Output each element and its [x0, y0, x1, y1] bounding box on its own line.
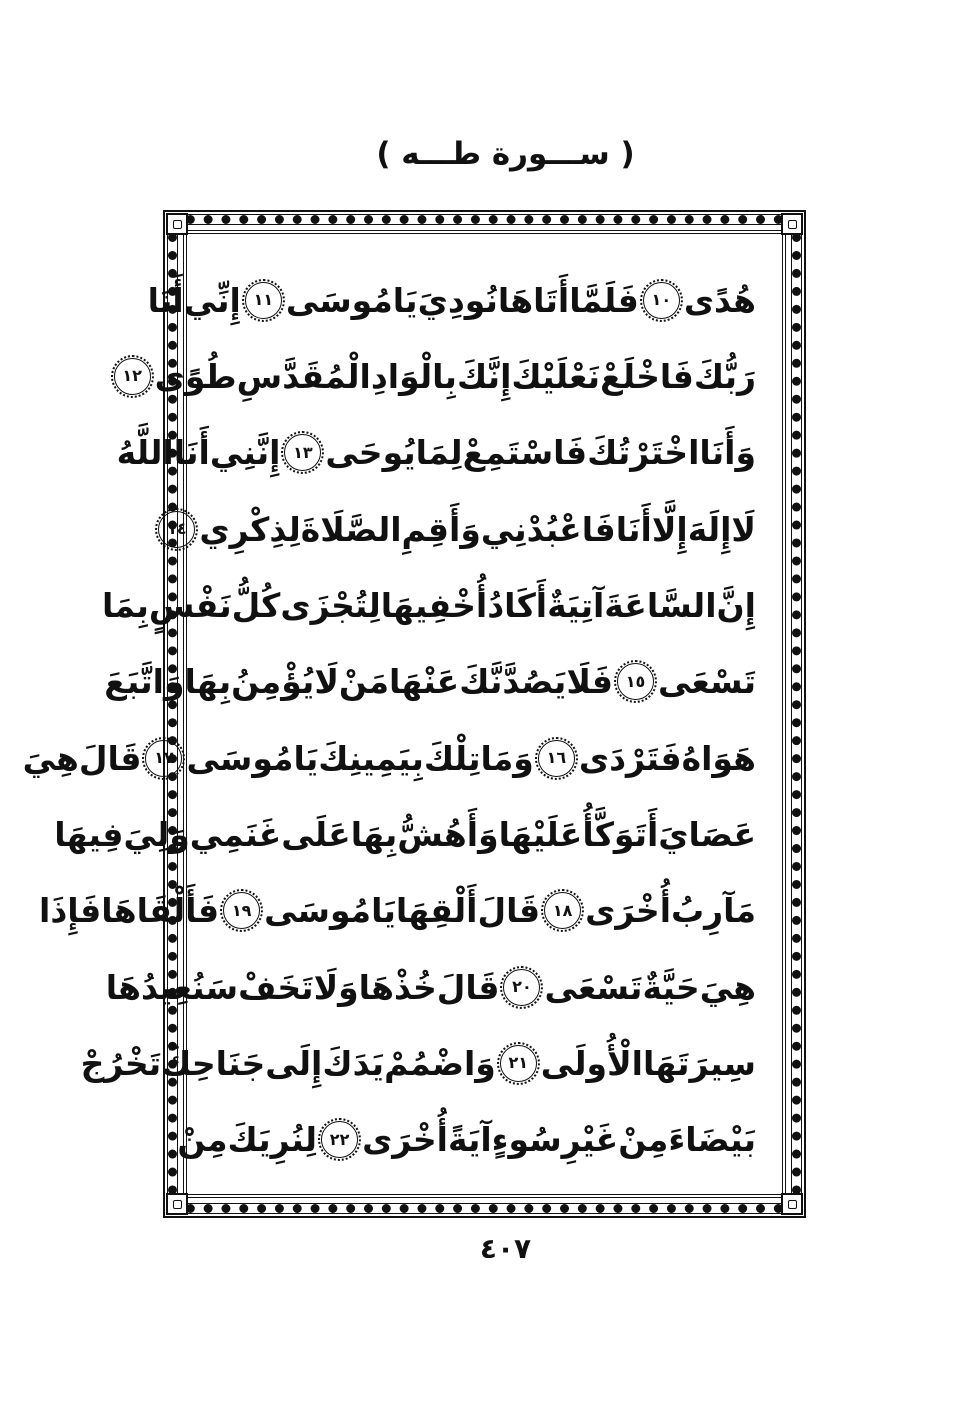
word: اللَّهُ [116, 433, 174, 473]
text-line [104, 644, 756, 720]
word: فَإِذَا [39, 891, 102, 931]
word: بِيَمِينِكَ [318, 738, 424, 778]
word: يُؤْمِنُ [231, 662, 315, 702]
ayah-marker: ١٨ [544, 892, 581, 929]
word: نَعْلَيْكَ [511, 356, 601, 396]
word: غَيْرِ [561, 1120, 619, 1160]
word: تَسْعَى [658, 662, 756, 702]
word: هِيَ [699, 967, 756, 1007]
word: إِنَّنِي [209, 433, 281, 473]
text-line [177, 1102, 756, 1178]
word: أُخْرَى [585, 891, 672, 931]
text-line [116, 415, 756, 491]
word: عَصَايَ [658, 814, 756, 854]
word: لِذِكْرِي [199, 509, 301, 549]
mushaf-frame [22, 210, 806, 1218]
word: مِنْ [177, 1120, 228, 1160]
word: وَأَقِمِ [401, 509, 481, 549]
word: فَاخْلَعْ [600, 356, 694, 396]
word: تِلْكَ [423, 738, 481, 778]
mushaf-lines [22, 234, 782, 1194]
corner-ornament-bottom-right [781, 1193, 803, 1215]
word: الْمُقَدَّسِ [236, 356, 371, 396]
word: لِمَا [415, 433, 463, 473]
ayah-marker: ١٠ [643, 282, 680, 319]
word: قَالَ [436, 967, 500, 1007]
chain-band-inner-line [22, 224, 792, 1204]
word: وَاتَّبَعَ [104, 662, 185, 702]
word: يَامُوسَى [186, 738, 319, 778]
word: لِنُرِيَكَ [227, 1120, 318, 1160]
word: يَصُدَّنَّكَ [459, 662, 567, 702]
word: وَأَهُشُّ [397, 814, 499, 854]
word: بَيْضَاءَ [668, 1120, 756, 1160]
text-line [147, 262, 756, 338]
corner-ornament-top-right [781, 213, 803, 235]
word: لَا [314, 662, 339, 702]
word: فَلَا [566, 662, 613, 702]
word: لِتُجْزَى [280, 585, 381, 625]
word: أَنَا [615, 509, 652, 549]
word: فَتَرْدَى [578, 738, 682, 778]
word: فَلَمَّا [569, 280, 639, 320]
word: خُذْهَا [358, 967, 437, 1007]
word: إِلَى [265, 1043, 323, 1083]
word: سَنُعِيدُهَا [105, 967, 239, 1007]
word: آيَةً [447, 1120, 492, 1160]
page-number: ٤٠٧ [479, 1232, 532, 1265]
word: نُودِيَ [417, 280, 498, 320]
word: جَنَاحِكَ [161, 1043, 266, 1083]
word: أَكَادُ [487, 585, 548, 625]
word: يَامُوسَى [285, 280, 418, 320]
corner-ornament-bottom-left [166, 1193, 188, 1215]
word: إِلَهَ [687, 509, 732, 549]
word: هِيَ [22, 738, 79, 778]
word: أَتَاهَا [497, 280, 570, 320]
chain-band-outer-line [22, 214, 802, 1214]
word: يَدَكَ [322, 1043, 385, 1083]
word: قَالَ [78, 738, 142, 778]
text-line [22, 720, 756, 796]
text-line [122, 338, 756, 414]
word: تَخْرُجْ [80, 1043, 162, 1083]
word: أَنَا [173, 433, 210, 473]
word: بِالْوَادِ [370, 356, 457, 396]
ayah-marker: ٢١ [500, 1045, 537, 1082]
text-line [167, 491, 756, 567]
word: هَوَاهُ [681, 738, 756, 778]
word: هُدًى [683, 280, 756, 320]
word: يَامُوسَى [264, 891, 396, 931]
word: تَخَفْ [238, 967, 314, 1007]
word: فَأَلْقَاهَا [101, 891, 220, 931]
word: مَنْ [338, 662, 390, 702]
word: أَتَوَكَّأُ [582, 814, 659, 854]
word: سُوءٍ [491, 1120, 562, 1160]
word: فِيهَا [54, 814, 124, 854]
word: إِنَّ [716, 585, 756, 625]
word: طُوًى [154, 356, 237, 396]
word: أُخْفِيهَا [380, 585, 488, 625]
word: سِيرَتَهَا [642, 1043, 756, 1083]
word: عَلَى [281, 814, 351, 854]
word: كُلُّ [231, 585, 281, 625]
ayah-marker: ١١ [245, 282, 282, 319]
text-line [101, 567, 756, 643]
word: عَنْهَا [389, 662, 460, 702]
word: عَلَيْهَا [498, 814, 583, 854]
word: الصَّلَاةَ [300, 509, 402, 549]
word: أَلْقِهَا [395, 891, 478, 931]
word: حَيَّةٌ [642, 967, 700, 1007]
frame-outer-line [22, 210, 806, 1218]
text-line [105, 949, 756, 1025]
ayah-marker: ١٩ [223, 892, 260, 929]
word: يُوحَى [325, 433, 416, 473]
word: الْأُولَى [540, 1043, 643, 1083]
word: آتِيَةٌ [547, 585, 605, 625]
ayah-marker: ١٦ [538, 740, 575, 777]
word: السَّاعَةَ [604, 585, 717, 625]
corner-ornament-top-left [166, 213, 188, 235]
word: فَاعْبُدْنِي [480, 509, 616, 549]
word: إِنِّي [183, 280, 241, 320]
text-line [54, 796, 756, 872]
frame-gap [22, 225, 791, 1203]
word: بِهَا [184, 662, 232, 702]
ayah-marker: ٢٠ [503, 969, 540, 1006]
ayah-marker: ١٣ [284, 434, 321, 471]
word: وَلَا [313, 967, 359, 1007]
chain-ring-band [22, 215, 801, 1213]
frame-inner-double-line [22, 230, 786, 1198]
word: غَنَمِي [189, 814, 282, 854]
word: قَالَ [477, 891, 541, 931]
ayah-marker: ١٥ [617, 663, 654, 700]
word: اخْتَرْتُكَ [587, 433, 700, 473]
word: أُخْرَى [362, 1120, 448, 1160]
ayah-marker: ٢٢ [321, 1121, 358, 1158]
word: بِهَا [350, 814, 398, 854]
word: مَآرِبُ [671, 891, 756, 931]
text-line [39, 873, 756, 949]
word: وَمَا [480, 738, 534, 778]
word: وَلِيَ [123, 814, 190, 854]
word: إِلَّا [651, 509, 688, 549]
word: مِنْ [618, 1120, 669, 1160]
word: وَاضْمُمْ [384, 1043, 496, 1083]
word: تَسْعَى [544, 967, 643, 1007]
word: لَا [731, 509, 756, 549]
word: نَفْسٍ [148, 585, 232, 625]
ayah-marker: ١٧ [145, 740, 182, 777]
word: فَاسْتَمِعْ [462, 433, 588, 473]
word: وَأَنَا [699, 433, 756, 473]
text-line [80, 1025, 756, 1101]
ayah-marker: ١٢ [114, 358, 151, 395]
surah-title: ( ســـورة طـــه ) [376, 136, 635, 172]
word: إِنَّكَ [456, 356, 512, 396]
word: بِمَا [101, 585, 149, 625]
word: أَنَا [147, 280, 184, 320]
ayah-marker: ١٤ [158, 511, 195, 548]
word: رَبُّكَ [693, 356, 756, 396]
